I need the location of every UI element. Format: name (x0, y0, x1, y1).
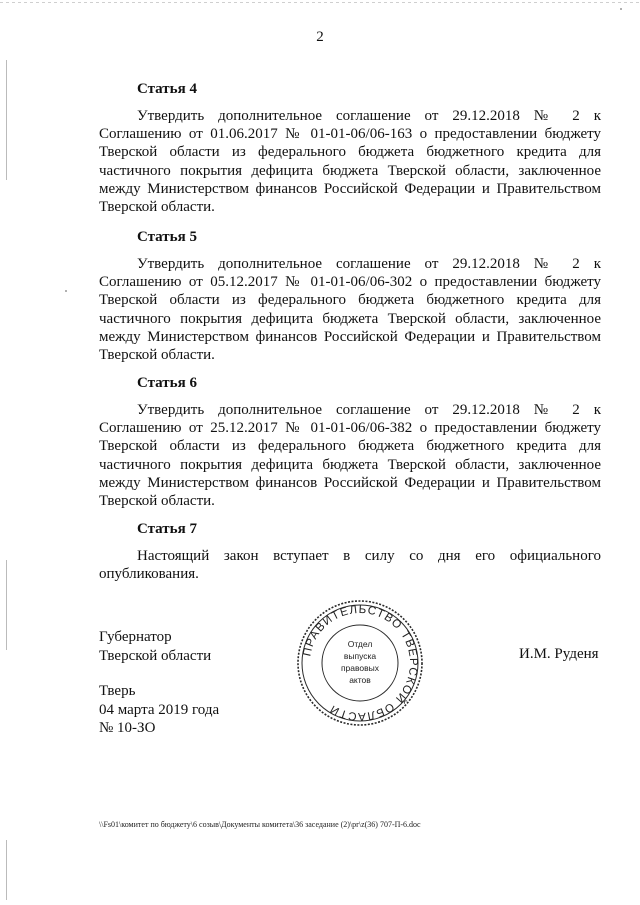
stamp-center-line: правовых (340, 663, 380, 673)
article-title: Статья 4 (137, 81, 197, 97)
page-number: 2 (316, 29, 324, 45)
article-body: Настоящий закон вступает в силу со дня его официального опубликования. (99, 548, 601, 583)
article-body: Утвердить дополнительное соглашение от 29.12.2018 № 2 к Соглашению от 25.12.2017 № 01-01-06/06-382 о предоставлении бюджету Тверской области из федерального бюджета бюджетного кредита для частичного покрытия дефицита бюджета Тверской области, заключенное между Министерством финансов Российской Федерации и Правительством Тверской области. (99, 402, 601, 510)
date: 04 марта 2019 года (99, 701, 220, 718)
article-body: Утвердить дополнительное соглашение от 29.12.2018 № 2 к Соглашению от 05.12.2017 № 01-01-06/06-302 о предоставлении бюджету Тверской области из федерального бюджета бюджетного кредита для частичного покрытия дефицита бюджета Тверской области, заключенное между Министерством финансов Российской Федерации и Правительством Тверской области. (99, 256, 601, 364)
article-title: Статья 5 (137, 229, 197, 245)
position-line: Губернатор (99, 629, 172, 645)
scan-edge-mark (6, 840, 7, 900)
law-number: № 10-ЗО (99, 720, 156, 736)
article-title: Статья 6 (137, 375, 197, 391)
article-6 (99, 374, 601, 510)
place-date-block (99, 682, 219, 738)
signatory-name: И.М. Руденя (519, 646, 599, 662)
signatory-position (99, 628, 211, 666)
scan-dust (65, 290, 67, 292)
scan-edge-mark (6, 560, 7, 650)
stamp-center-line: Отдел (347, 639, 373, 649)
stamp-center-line: актов (349, 675, 371, 685)
article-title: Статья 7 (137, 521, 197, 537)
article-4 (99, 80, 601, 216)
scan-edge-line (0, 2, 640, 3)
official-stamp (295, 598, 425, 728)
scan-edge-mark (6, 60, 7, 180)
position-line: Тверской области (99, 648, 212, 664)
file-path-footer: \\Fs01\комитет по бюджету\6 созыв\Документы комитета\36 заседание (2)\pr\z(36) 707-П-6.doc (99, 820, 421, 829)
article-5 (99, 228, 601, 364)
stamp-center-line: выпуска (343, 651, 377, 661)
article-7 (99, 520, 601, 583)
scan-dust (620, 8, 622, 10)
city: Тверь (99, 683, 136, 699)
stamp-ring-text: ПРАВИТЕЛЬСТВО ТВЕРСКОЙ ОБЛАСТИ (301, 603, 420, 723)
article-body: Утвердить дополнительное соглашение от 29.12.2018 № 2 к Соглашению от 01.06.2017 № 01-01-06/06-163 о предоставлении бюджету Тверской области из федерального бюджета бюджетного кредита для частичного покрытия дефицита бюджета Тверской области, заключенное между Министерством финансов Российской Федерации и Правительством Тверской области. (99, 108, 601, 216)
